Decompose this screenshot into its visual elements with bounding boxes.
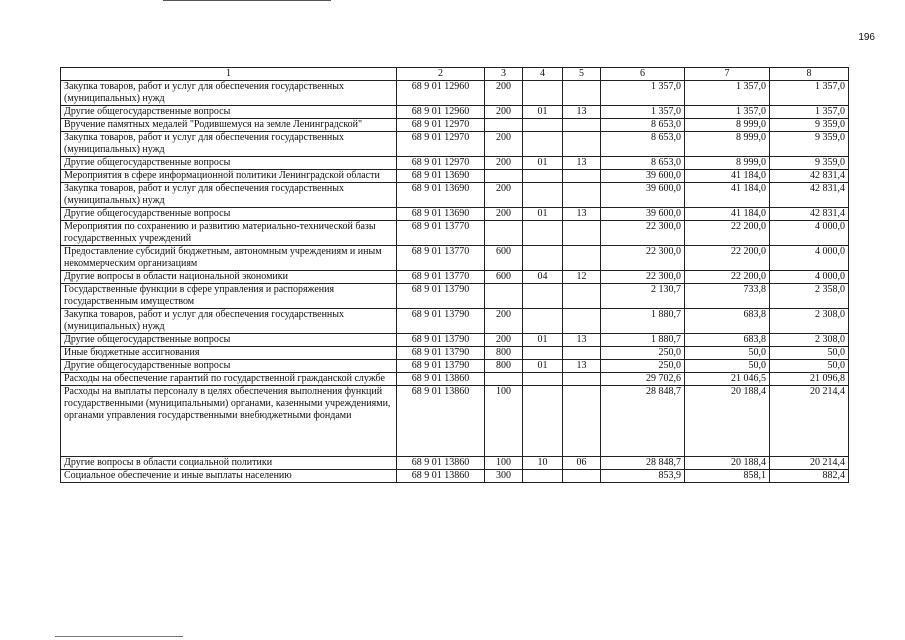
expense-type: 100: [485, 457, 523, 470]
amount-year-1: 1 357,0: [601, 81, 685, 106]
amount-year-3: 4 000,0: [770, 246, 849, 271]
header-row: [61, 68, 849, 81]
amount-year-3: 2 308,0: [770, 309, 849, 334]
target-article-code: 68 9 01 13790: [397, 334, 485, 347]
table-row: [61, 271, 849, 284]
subsection: [563, 284, 601, 309]
amount-year-2: 22 200,0: [685, 221, 770, 246]
top-rule: [163, 0, 331, 1]
section: [523, 119, 563, 132]
column-header: 6: [601, 68, 685, 81]
target-article-code: 68 9 01 13860: [397, 457, 485, 470]
section: [523, 246, 563, 271]
expense-type: 600: [485, 246, 523, 271]
table-row: [61, 119, 849, 132]
row-name: Закупка товаров, работ и услуг для обеспечения государственных (муниципальных) нужд: [61, 81, 397, 106]
amount-year-3: 2 358,0: [770, 284, 849, 309]
subsection: 13: [563, 360, 601, 373]
section: 01: [523, 360, 563, 373]
amount-year-2: 683,8: [685, 334, 770, 347]
amount-year-2: 50,0: [685, 347, 770, 360]
expense-type: [485, 373, 523, 386]
amount-year-1: 28 848,7: [601, 386, 685, 457]
column-header: 8: [770, 68, 849, 81]
amount-year-2: 41 184,0: [685, 183, 770, 208]
target-article-code: 68 9 01 13770: [397, 221, 485, 246]
target-article-code: 68 9 01 12960: [397, 81, 485, 106]
row-name: Другие общегосударственные вопросы: [61, 360, 397, 373]
amount-year-3: 1 357,0: [770, 81, 849, 106]
amount-year-3: 20 214,4: [770, 386, 849, 457]
amount-year-1: 39 600,0: [601, 208, 685, 221]
expense-type: 600: [485, 271, 523, 284]
amount-year-3: 9 359,0: [770, 157, 849, 170]
subsection: 13: [563, 106, 601, 119]
amount-year-1: 853,9: [601, 470, 685, 483]
row-name: Закупка товаров, работ и услуг для обеспечения государственных (муниципальных) нужд: [61, 132, 397, 157]
target-article-code: 68 9 01 12970: [397, 132, 485, 157]
amount-year-1: 250,0: [601, 347, 685, 360]
section: 01: [523, 334, 563, 347]
row-name: Социальное обеспечение и иные выплаты населению: [61, 470, 397, 483]
target-article-code: 68 9 01 13690: [397, 170, 485, 183]
amount-year-2: 50,0: [685, 360, 770, 373]
amount-year-2: 733,8: [685, 284, 770, 309]
amount-year-2: 1 357,0: [685, 106, 770, 119]
table-row: [61, 183, 849, 208]
amount-year-1: 39 600,0: [601, 183, 685, 208]
target-article-code: 68 9 01 13690: [397, 208, 485, 221]
amount-year-1: 22 300,0: [601, 246, 685, 271]
expense-type: 200: [485, 183, 523, 208]
amount-year-3: 4 000,0: [770, 271, 849, 284]
amount-year-1: 8 653,0: [601, 132, 685, 157]
target-article-code: 68 9 01 12970: [397, 119, 485, 132]
amount-year-1: 8 653,0: [601, 157, 685, 170]
amount-year-1: 39 600,0: [601, 170, 685, 183]
expense-type: 200: [485, 81, 523, 106]
column-header: 1: [61, 68, 397, 81]
expense-type: [485, 284, 523, 309]
section: 10: [523, 457, 563, 470]
expense-type: 100: [485, 386, 523, 457]
amount-year-2: 41 184,0: [685, 208, 770, 221]
row-name: Закупка товаров, работ и услуг для обеспечения государственных (муниципальных) нужд: [61, 309, 397, 334]
target-article-code: 68 9 01 13860: [397, 470, 485, 483]
subsection: [563, 246, 601, 271]
section: [523, 373, 563, 386]
amount-year-1: 22 300,0: [601, 271, 685, 284]
section: [523, 183, 563, 208]
expense-type: [485, 170, 523, 183]
subsection: [563, 347, 601, 360]
table-row: [61, 221, 849, 246]
table-row: [61, 106, 849, 119]
target-article-code: 68 9 01 13860: [397, 373, 485, 386]
page-number: 196: [858, 32, 875, 43]
subsection: [563, 170, 601, 183]
target-article-code: 68 9 01 13790: [397, 284, 485, 309]
table-row: [61, 170, 849, 183]
amount-year-3: 4 000,0: [770, 221, 849, 246]
amount-year-1: 22 300,0: [601, 221, 685, 246]
section: [523, 81, 563, 106]
amount-year-3: 21 096,8: [770, 373, 849, 386]
table-row: [61, 208, 849, 221]
amount-year-2: 8 999,0: [685, 132, 770, 157]
expense-type: 200: [485, 334, 523, 347]
column-header: 5: [563, 68, 601, 81]
subsection: 13: [563, 208, 601, 221]
row-name: Другие вопросы в области национальной экономики: [61, 271, 397, 284]
section: [523, 132, 563, 157]
section: [523, 284, 563, 309]
section: 04: [523, 271, 563, 284]
row-name: Другие общегосударственные вопросы: [61, 106, 397, 119]
table-row: [61, 284, 849, 309]
row-name: Другие общегосударственные вопросы: [61, 334, 397, 347]
target-article-code: 68 9 01 13790: [397, 309, 485, 334]
row-name: Вручение памятных медалей "Родившемуся на земле Ленинградской": [61, 119, 397, 132]
subsection: [563, 386, 601, 457]
budget-table: [60, 67, 849, 483]
expense-type: 200: [485, 106, 523, 119]
section: [523, 309, 563, 334]
amount-year-2: 8 999,0: [685, 119, 770, 132]
section: [523, 221, 563, 246]
row-name: Государственные функции в сфере управления и распоряжения государственным имуществом: [61, 284, 397, 309]
section: [523, 170, 563, 183]
table-row: [61, 386, 849, 457]
table-row: [61, 132, 849, 157]
expense-type: 200: [485, 309, 523, 334]
expense-type: 300: [485, 470, 523, 483]
amount-year-2: 20 188,4: [685, 386, 770, 457]
amount-year-1: 29 702,6: [601, 373, 685, 386]
expense-type: 200: [485, 208, 523, 221]
table-row: [61, 246, 849, 271]
section: [523, 470, 563, 483]
row-name: Другие общегосударственные вопросы: [61, 208, 397, 221]
amount-year-3: 20 214,4: [770, 457, 849, 470]
target-article-code: 68 9 01 13770: [397, 271, 485, 284]
target-article-code: 68 9 01 13860: [397, 386, 485, 457]
amount-year-1: 250,0: [601, 360, 685, 373]
subsection: [563, 470, 601, 483]
amount-year-3: 50,0: [770, 347, 849, 360]
section: [523, 386, 563, 457]
amount-year-2: 22 200,0: [685, 271, 770, 284]
amount-year-1: 28 848,7: [601, 457, 685, 470]
amount-year-2: 21 046,5: [685, 373, 770, 386]
amount-year-3: 42 831,4: [770, 208, 849, 221]
expense-type: 200: [485, 132, 523, 157]
amount-year-1: 8 653,0: [601, 119, 685, 132]
amount-year-2: 41 184,0: [685, 170, 770, 183]
amount-year-3: 9 359,0: [770, 132, 849, 157]
subsection: [563, 132, 601, 157]
expense-type: [485, 221, 523, 246]
section: 01: [523, 106, 563, 119]
row-name: Закупка товаров, работ и услуг для обеспечения государственных (муниципальных) нужд: [61, 183, 397, 208]
target-article-code: 68 9 01 13790: [397, 360, 485, 373]
row-name: Мероприятия в сфере информационной политики Ленинградской области: [61, 170, 397, 183]
amount-year-2: 20 188,4: [685, 457, 770, 470]
expense-type: [485, 119, 523, 132]
amount-year-2: 1 357,0: [685, 81, 770, 106]
row-name: Иные бюджетные ассигнования: [61, 347, 397, 360]
target-article-code: 68 9 01 13690: [397, 183, 485, 208]
row-name: Расходы на обеспечение гарантий по государственной гражданской службе: [61, 373, 397, 386]
subsection: [563, 373, 601, 386]
bottom-rule: [55, 636, 183, 637]
subsection: [563, 309, 601, 334]
amount-year-2: 858,1: [685, 470, 770, 483]
amount-year-2: 8 999,0: [685, 157, 770, 170]
amount-year-3: 9 359,0: [770, 119, 849, 132]
amount-year-2: 683,8: [685, 309, 770, 334]
section: 01: [523, 208, 563, 221]
table-row: [61, 360, 849, 373]
amount-year-3: 1 357,0: [770, 106, 849, 119]
subsection: [563, 81, 601, 106]
amount-year-2: 22 200,0: [685, 246, 770, 271]
column-header: 2: [397, 68, 485, 81]
amount-year-1: 1 880,7: [601, 334, 685, 347]
row-name: Предоставление субсидий бюджетным, автономным учреждениям и иным некоммерческим организациям: [61, 246, 397, 271]
table-row: [61, 457, 849, 470]
subsection: [563, 221, 601, 246]
table-row: [61, 373, 849, 386]
amount-year-1: 2 130,7: [601, 284, 685, 309]
table-row: [61, 347, 849, 360]
amount-year-1: 1 880,7: [601, 309, 685, 334]
section: [523, 347, 563, 360]
amount-year-3: 882,4: [770, 470, 849, 483]
target-article-code: 68 9 01 13770: [397, 246, 485, 271]
subsection: 13: [563, 157, 601, 170]
amount-year-3: 50,0: [770, 360, 849, 373]
table-row: [61, 157, 849, 170]
row-name: Расходы на выплаты персоналу в целях обеспечения выполнения функций государственными (муниципальными) органами, казенными учреждениями, органами управления государственными внебюджетными фондами: [61, 386, 397, 457]
target-article-code: 68 9 01 12960: [397, 106, 485, 119]
amount-year-3: 42 831,4: [770, 170, 849, 183]
row-name: Мероприятия по сохранению и развитию материально-технической базы государственных учреждений: [61, 221, 397, 246]
amount-year-3: 42 831,4: [770, 183, 849, 208]
expense-type: 800: [485, 360, 523, 373]
expense-type: 200: [485, 157, 523, 170]
target-article-code: 68 9 01 12970: [397, 157, 485, 170]
column-header: 7: [685, 68, 770, 81]
table-row: [61, 470, 849, 483]
target-article-code: 68 9 01 13790: [397, 347, 485, 360]
table-row: [61, 334, 849, 347]
table-row: [61, 309, 849, 334]
column-header: 3: [485, 68, 523, 81]
subsection: [563, 119, 601, 132]
column-header: 4: [523, 68, 563, 81]
subsection: 12: [563, 271, 601, 284]
subsection: [563, 183, 601, 208]
amount-year-3: 2 308,0: [770, 334, 849, 347]
subsection: 06: [563, 457, 601, 470]
subsection: 13: [563, 334, 601, 347]
expense-type: 800: [485, 347, 523, 360]
row-name: Другие вопросы в области социальной политики: [61, 457, 397, 470]
amount-year-1: 1 357,0: [601, 106, 685, 119]
row-name: Другие общегосударственные вопросы: [61, 157, 397, 170]
table-row: [61, 81, 849, 106]
section: 01: [523, 157, 563, 170]
